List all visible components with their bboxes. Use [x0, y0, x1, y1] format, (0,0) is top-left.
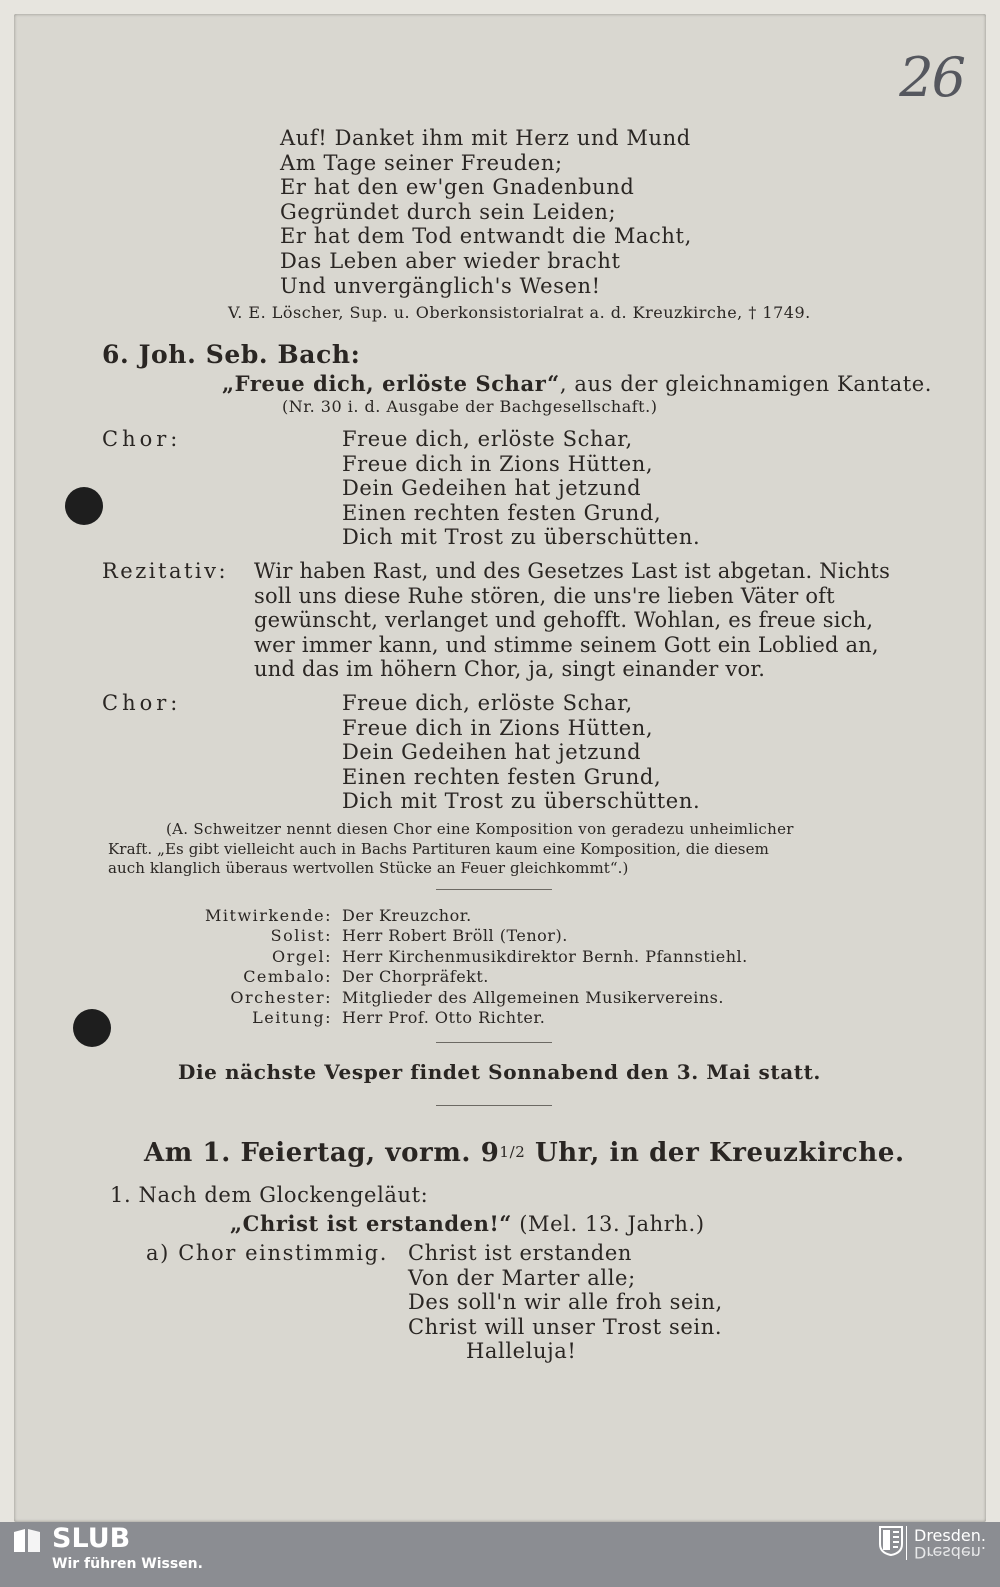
chor-line: Dein Gedeihen hat jetzund: [342, 740, 642, 765]
library-name: SLUB: [52, 1523, 131, 1554]
chor-text: [342, 427, 700, 550]
verse-line: Am Tage seiner Freuden;: [280, 150, 563, 175]
slub-book-icon: [12, 1528, 42, 1554]
punch-hole: [65, 487, 103, 525]
credit-name: Der Chorpräfekt.: [342, 967, 489, 987]
page-number: 26: [899, 46, 964, 109]
credit-name: Herr Robert Bröll (Tenor).: [342, 926, 568, 946]
cantata-title-rest: , aus der gleichnamigen Kantate.: [559, 372, 933, 396]
credit-name: Herr Prof. Otto Richter.: [342, 1007, 546, 1027]
cantata-title: „Freue dich, erlöste Schar“: [222, 371, 560, 396]
punch-hole: [73, 1009, 111, 1047]
service-heading: [144, 1136, 905, 1169]
note-line: auch klanglich überaus wertvollen Stücke an Feuer gleichkommt“.): [108, 859, 629, 877]
city-logo: [914, 1528, 986, 1560]
credit-row: [160, 988, 860, 1008]
credits-list: [160, 906, 860, 1028]
credit-row: [160, 947, 860, 967]
hymn-line: Christ will unser Trost sein.: [408, 1314, 723, 1339]
verse-line: Gegründet durch sein Leiden;: [280, 199, 617, 224]
section-heading: 6. Joh. Seb. Bach:: [102, 340, 361, 369]
divider: [436, 1105, 552, 1106]
credit-name: Herr Kirchenmusikdirektor Bernh. Pfannstiehl.: [342, 946, 748, 966]
song-meta: (Mel. 13. Jahrh.): [511, 1212, 705, 1236]
rezitativ-line: und das im höhern Chor, ja, singt einander vor.: [254, 657, 766, 682]
chor-line: Freue dich, erlöste Schar,: [342, 691, 633, 715]
service-heading-fraction: 1/2: [499, 1143, 526, 1161]
credit-row: [160, 1008, 860, 1028]
chor-line: Dich mit Trost zu überschütten.: [342, 789, 701, 814]
credit-role: Orgel:: [272, 946, 332, 966]
easter-hymn-text: [408, 1241, 723, 1364]
song-title-line: [230, 1212, 705, 1237]
service-item-1: 1. Nach dem Glockengeläut:: [110, 1183, 429, 1207]
library-tagline: Wir führen Wissen.: [52, 1556, 203, 1572]
footer-bar: [0, 1522, 1000, 1587]
chor-line: Freue dich in Zions Hütten,: [342, 715, 654, 740]
credit-role: Leitung:: [252, 1007, 332, 1027]
credit-name: Der Kreuzchor.: [342, 906, 472, 925]
credit-row: [160, 967, 860, 987]
hymn-line: Des soll'n wir alle froh sein,: [408, 1290, 723, 1315]
credit-name: Mitglieder des Allgemeinen Musikervereins.: [342, 987, 724, 1007]
hymn-attribution: V. E. Löscher, Sup. u. Oberkonsistorialrat a. d. Kreuzkirche, † 1749.: [228, 303, 811, 322]
chor-einstimmig-label: a) Chor einstimmig.: [146, 1241, 388, 1265]
credit-row: [160, 906, 860, 926]
chor-line: Einen rechten festen Grund,: [342, 500, 662, 525]
note-line: Kraft. „Es gibt vielleicht auch in Bachs Partituren kaum eine Komposition, die diesem: [108, 839, 769, 858]
hymn-line: Halleluja!: [466, 1339, 577, 1364]
city-name: Dresden.: [914, 1526, 986, 1545]
credit-row: [160, 926, 860, 946]
hymn-line: Christ ist erstanden: [408, 1241, 632, 1265]
verse-line: Auf! Danket ihm mit Herz und Mund: [280, 126, 691, 150]
next-vesper-notice: Die nächste Vesper findet Sonnabend den 3. Mai statt.: [178, 1060, 821, 1084]
hymn-verse: [280, 126, 692, 298]
cantata-source: (Nr. 30 i. d. Ausgabe der Bachgesellschaft.): [282, 397, 658, 416]
note-line: (A. Schweitzer nennt diesen Chor eine Komposition von geradezu unheimlicher: [166, 820, 794, 838]
dresden-crest-icon: [879, 1526, 903, 1556]
footer-separator: [906, 1526, 907, 1560]
chor-label: Chor:: [102, 427, 182, 451]
rezitativ-line: wer immer kann, und stimme seinem Gott ein Loblied an,: [254, 632, 879, 657]
cantata-title-line: [222, 372, 932, 397]
rezitativ-line: Wir haben Rast, und des Gesetzes Last ist abgetan. Nichts: [254, 559, 891, 583]
service-heading-start: Am 1. Feiertag, vorm. 9: [144, 1138, 500, 1168]
rezitativ-text: [254, 559, 890, 682]
rezitativ-label: Rezitativ:: [102, 559, 229, 583]
credit-role: Solist:: [270, 926, 332, 946]
chor-text-repeat: [342, 691, 700, 814]
service-heading-end: Uhr, in der Kreuzkirche.: [525, 1138, 905, 1168]
verse-line: Das Leben aber wieder bracht: [280, 248, 621, 273]
chor-line: Dich mit Trost zu überschütten.: [342, 525, 701, 550]
chor-line: Dein Gedeihen hat jetzund: [342, 476, 642, 501]
chor-label: Chor:: [102, 691, 182, 715]
chor-line: Freue dich in Zions Hütten,: [342, 451, 654, 476]
rezitativ-line: gewünscht, verlanget und gehofft. Wohlan, es freue sich,: [254, 608, 874, 633]
song-title: „Christ ist erstanden!“: [230, 1211, 512, 1236]
divider: [436, 889, 552, 890]
divider: [436, 1042, 552, 1043]
schweitzer-note: [108, 820, 794, 879]
verse-line: Und unvergänglich's Wesen!: [280, 273, 601, 298]
hymn-line: Von der Marter alle;: [408, 1265, 636, 1290]
rezitativ-line: soll uns diese Ruhe stören, die uns're lieben Väter oft: [254, 583, 835, 608]
city-name-reflection: Dresden.: [914, 1543, 986, 1562]
credit-role: Cembalo:: [243, 967, 332, 987]
verse-line: Er hat dem Tod entwandt die Macht,: [280, 224, 692, 249]
chor-line: Einen rechten festen Grund,: [342, 764, 662, 789]
credit-role: Orchester:: [230, 987, 332, 1007]
verse-line: Er hat den ew'gen Gnadenbund: [280, 175, 635, 200]
chor-line: Freue dich, erlöste Schar,: [342, 427, 633, 451]
credit-role: Mitwirkende:: [205, 906, 332, 925]
